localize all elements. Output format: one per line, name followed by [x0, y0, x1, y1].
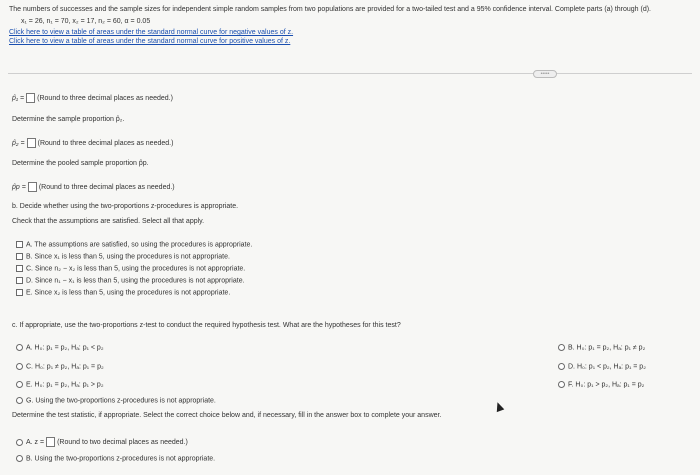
- radio-g[interactable]: [16, 397, 23, 404]
- radio-a[interactable]: [16, 344, 23, 351]
- p1-label: p̂₁ =: [12, 94, 25, 102]
- p2-input[interactable]: [27, 138, 36, 148]
- assumption-option-e[interactable]: [16, 289, 230, 296]
- assumption-option-b[interactable]: [16, 253, 230, 260]
- radio-f[interactable]: [558, 381, 565, 388]
- assumption-option-c[interactable]: [16, 265, 245, 272]
- checkbox-d[interactable]: [16, 277, 23, 284]
- checkbox-e[interactable]: [16, 289, 23, 296]
- test-stat-option-b[interactable]: [16, 455, 215, 462]
- pp-label: p̂p =: [12, 183, 26, 191]
- assumption-option-c-label: C. Since n₂ − x₂ is less than 5, using the procedures is not appropriate.: [26, 265, 246, 273]
- hypothesis-option-g-label: G. Using the two-proportions z-procedures is not appropriate.: [26, 397, 216, 405]
- hypothesis-option-e[interactable]: [16, 381, 104, 388]
- assumption-option-a-label: A. The assumptions are satisfied, so using the procedures is appropriate.: [26, 241, 253, 249]
- hypothesis-option-f-label: F. H₀: p₁ > p₂, Hₐ: p₁ = p₂: [568, 381, 645, 389]
- hypothesis-option-c-label: C. H₀: p₁ ≠ p₂, Hₐ: p₁ = p₂: [26, 363, 104, 371]
- test-stat-option-a[interactable]: [16, 437, 188, 447]
- z-label: A. z =: [26, 438, 45, 446]
- assumption-option-d-label: D. Since n₁ − x₁ is less than 5, using the procedures is not appropriate.: [26, 277, 245, 285]
- hypothesis-option-b[interactable]: [558, 344, 645, 351]
- hypothesis-option-e-label: E. H₀: p₁ = p₂, Hₐ: p₁ > p₂: [26, 381, 104, 389]
- hypothesis-option-a-label: A. H₀: p₁ = p₂, Hₐ: p₁ < p₂: [26, 344, 104, 352]
- mouse-cursor-icon: [494, 401, 505, 412]
- radio-z-b[interactable]: [16, 455, 23, 462]
- negative-z-table-link[interactable]: Click here to view a table of areas under the standard normal curve for negative values of z.: [9, 29, 294, 36]
- determine-p2-text: Determine the sample proportion p̂₂.: [12, 116, 125, 123]
- pp-answer-row: [12, 182, 175, 192]
- radio-c[interactable]: [16, 363, 23, 370]
- radio-z-a[interactable]: [16, 439, 23, 446]
- positive-z-table-link[interactable]: Click here to view a table of areas under the standard normal curve for positive values of z.: [9, 38, 291, 45]
- test-stat-option-b-label: B. Using the two-proportions z-procedures is not appropriate.: [26, 455, 216, 463]
- checkbox-c[interactable]: [16, 265, 23, 272]
- given-values: x₁ = 26, n₁ = 70, x₂ = 17, n₂ = 60, α = 0.05: [21, 18, 151, 25]
- assumption-option-a[interactable]: [16, 241, 252, 248]
- pp-hint: (Round to three decimal places as needed.): [38, 183, 175, 191]
- z-input[interactable]: [46, 437, 55, 447]
- p2-label: p̂₂ =: [12, 139, 25, 147]
- hypothesis-option-d-label: D. H₀: p₁ < p₂, Hₐ: p₁ = p₂: [568, 363, 646, 371]
- p1-input[interactable]: [26, 93, 35, 103]
- p1-hint: (Round to three decimal places as needed.): [37, 94, 173, 102]
- problem-statement: The numbers of successes and the sample sizes for independent simple random samples from two populations are provided for a two-tailed test and a 95% confidence interval. Complete parts (a) through (d).: [9, 6, 652, 13]
- radio-b[interactable]: [558, 344, 565, 351]
- hypothesis-option-f[interactable]: [558, 381, 644, 388]
- assumption-option-d[interactable]: [16, 277, 245, 284]
- assumption-option-b-label: B. Since x₁ is less than 5, using the procedures is not appropriate.: [26, 253, 230, 261]
- hypothesis-option-b-label: B. H₀: p₁ = p₂, Hₐ: p₁ ≠ p₂: [568, 344, 646, 352]
- test-statistic-prompt: Determine the test statistic, if appropriate. Select the correct choice below and, if necessary, fill in the answer box to complete your answer.: [12, 412, 442, 419]
- part-b-instruction: Check that the assumptions are satisfied. Select all that apply.: [12, 218, 205, 225]
- hypothesis-option-d[interactable]: [558, 363, 646, 370]
- p2-hint: (Round to three decimal places as needed.): [37, 139, 174, 147]
- pp-input[interactable]: [28, 182, 37, 192]
- determine-pp-text: Determine the pooled sample proportion p̂p.: [12, 160, 149, 167]
- p1-answer-row: [12, 93, 173, 103]
- radio-e[interactable]: [16, 381, 23, 388]
- hypothesis-option-c[interactable]: [16, 363, 104, 370]
- more-options-button[interactable]: •••••: [533, 70, 557, 78]
- radio-d[interactable]: [558, 363, 565, 370]
- checkbox-a[interactable]: [16, 241, 23, 248]
- part-c-prompt: c. If appropriate, use the two-proportions z-test to conduct the required hypothesis test. What are the hypotheses for this test?: [12, 322, 401, 329]
- part-b-prompt: b. Decide whether using the two-proportions z-procedures is appropriate.: [12, 203, 239, 210]
- z-hint: (Round to two decimal places as needed.): [57, 438, 188, 446]
- hypothesis-option-a[interactable]: [16, 344, 104, 351]
- assumption-option-e-label: E. Since x₂ is less than 5, using the procedures is not appropriate.: [26, 289, 231, 297]
- p2-answer-row: [12, 138, 173, 148]
- section-divider: [8, 73, 692, 74]
- hypothesis-option-g[interactable]: [16, 397, 216, 404]
- checkbox-b[interactable]: [16, 253, 23, 260]
